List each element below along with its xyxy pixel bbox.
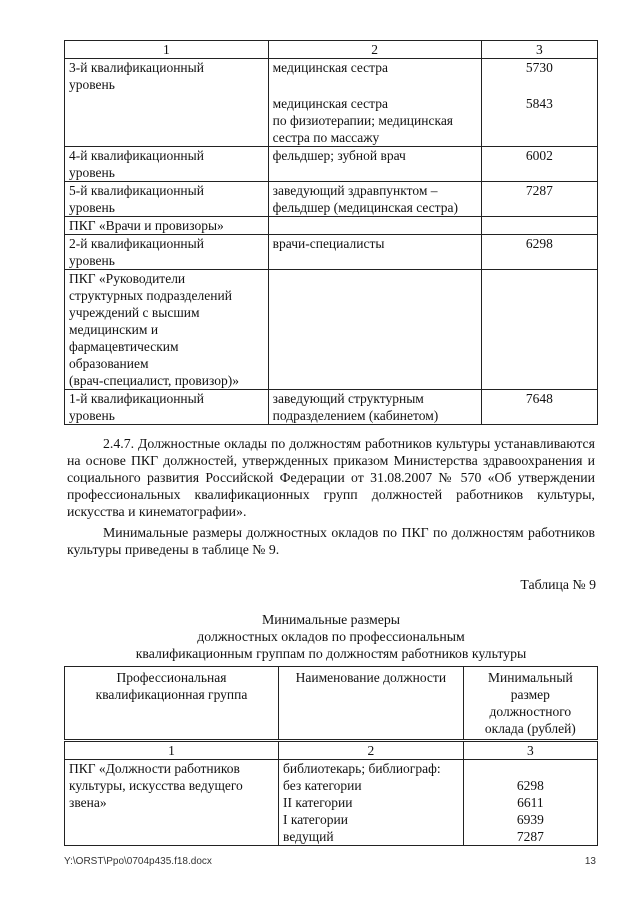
group-cell: 3-й квалификационный уровень <box>65 59 269 94</box>
table-row <box>65 760 598 846</box>
table-label: Таблица № 9 <box>520 577 596 592</box>
column-number: 3 <box>481 41 597 59</box>
table-number-row <box>65 41 598 59</box>
group-cell: 1-й квалификационный уровень <box>65 390 269 425</box>
column-number: 3 <box>463 741 597 760</box>
salary-cell: 5843 <box>481 93 597 147</box>
table-row <box>65 235 598 270</box>
position-cell: врачи-специалисты <box>268 235 481 270</box>
salary-cell: 6002 <box>481 147 597 182</box>
table-row <box>65 182 598 217</box>
salary-table-culture <box>64 666 598 846</box>
group-cell: ПКГ «Врачи и провизоры» <box>65 217 269 235</box>
column-header: Наименование должности <box>279 667 464 741</box>
group-cell: ПКГ «Руководители структурных подразделений учреждений с высшим медицинским и фармацевтическим образованием (врач-специалист, провизор)» <box>65 270 269 390</box>
position-cell <box>268 217 481 235</box>
column-header: Профессиональная квалификационная группа <box>65 667 279 741</box>
table-row <box>65 59 598 94</box>
file-path-footer: Y:\ORST\Ppo\0704p435.f18.docx <box>64 856 212 867</box>
salary-cell <box>481 217 597 235</box>
salary-cell: 7287 <box>481 182 597 217</box>
position-cell: медицинская сестра <box>268 59 481 94</box>
salary-cell: 5730 <box>481 59 597 94</box>
table-row <box>65 217 598 235</box>
position-cell: заведующий структурным подразделением (кабинетом) <box>268 390 481 425</box>
position-cell: библиотекарь; библиограф: без категории II категории I категории ведущий <box>279 760 464 846</box>
table-row <box>65 270 598 390</box>
table-caption: Минимальные размеры должностных окладов по профессиональным квалификационным группам по должностям работников культуры <box>135 612 527 661</box>
group-cell: ПКГ «Должности работников культуры, искусства ведущего звена» <box>65 760 279 846</box>
paragraph-minimal-sizes <box>67 524 595 558</box>
table-number-row <box>65 741 598 760</box>
group-cell: 4-й квалификационный уровень <box>65 147 269 182</box>
page-number: 13 <box>584 856 596 867</box>
position-cell: медицинская сестра по физиотерапии; медицинская сестра по массажу <box>268 93 481 147</box>
group-cell <box>65 93 269 147</box>
table-row <box>65 390 598 425</box>
table-row <box>65 93 598 147</box>
table-header-row <box>65 667 598 741</box>
group-cell: 5-й квалификационный уровень <box>65 182 269 217</box>
column-number: 1 <box>65 41 269 59</box>
column-number: 2 <box>279 741 464 760</box>
salary-cell: 6298 6611 6939 7287 <box>463 760 597 846</box>
column-header: Минимальный размер должностного оклада (рублей) <box>463 667 597 741</box>
paragraph-2-4-7 <box>67 435 595 520</box>
paragraph-text: Минимальные размеры должностных окладов по ПКГ по должностям работников культуры приведены в таблице № 9. <box>67 525 595 557</box>
position-cell: заведующий здравпунктом – фельдшер (медицинская сестра) <box>268 182 481 217</box>
position-cell <box>268 270 481 390</box>
table-row <box>65 147 598 182</box>
column-number: 2 <box>268 41 481 59</box>
salary-cell <box>481 270 597 390</box>
paragraph-text: 2.4.7. Должностные оклады по должностям работников культуры устанавливаются на основе ПКГ должностей, утвержденных приказом Министерства здравоохранения и социального развития Российской Федерации от 31.08.2007 № 570 «Об утверждении профессиональных квалификационных групп должностей работников культуры, искусства и кинематографии». <box>67 436 595 519</box>
salary-table-medical <box>64 40 598 425</box>
salary-cell: 7648 <box>481 390 597 425</box>
salary-cell: 6298 <box>481 235 597 270</box>
column-number: 1 <box>65 741 279 760</box>
group-cell: 2-й квалификационный уровень <box>65 235 269 270</box>
position-cell: фельдшер; зубной врач <box>268 147 481 182</box>
